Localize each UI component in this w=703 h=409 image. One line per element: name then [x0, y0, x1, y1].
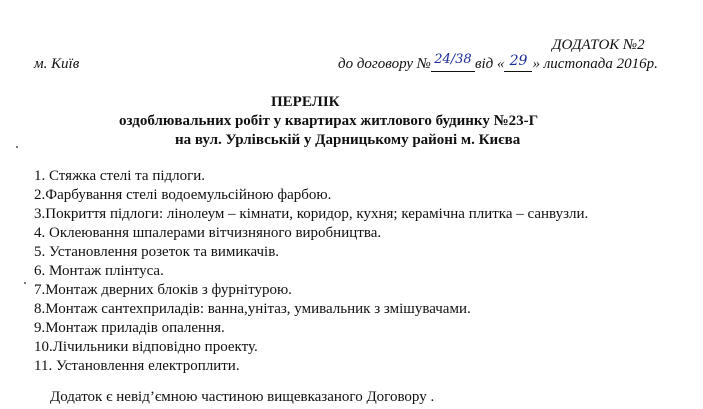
scan-speck	[16, 146, 18, 148]
list-item: 1. Стяжка стелі та підлоги.	[34, 168, 206, 184]
list-item: 5. Установлення розеток та вимикачів.	[34, 244, 280, 260]
list-item: 2.Фарбування стелі водоемульсійною фарбою.	[34, 187, 332, 203]
list-item: 10.Лічильники відповідно проекту.	[34, 339, 258, 355]
list-item: 6. Монтаж плінтуса.	[34, 263, 164, 279]
contract-prefix: до договору №	[338, 56, 431, 72]
works-list	[34, 0, 694, 409]
month-year: » листопада 2016р.	[532, 56, 658, 72]
footer-note: Додаток є невід’ємною частиною вищевказаного Договору .	[50, 389, 435, 405]
list-item: 8.Монтаж сантехприладів: ванна,унітаз, умивальник з змішувачами.	[34, 301, 471, 317]
appendix-title: ДОДАТОК №2	[552, 37, 645, 53]
city-label: м. Київ	[34, 56, 80, 72]
list-item: 11. Установлення електроплити.	[34, 358, 240, 374]
scan-speck	[24, 282, 26, 284]
document-title: ПЕРЕЛІК	[271, 94, 340, 110]
contract-number: 24/38	[434, 52, 472, 67]
list-item: 4. Оклеювання шпалерами вітчизняного виробництва.	[34, 225, 382, 241]
title-subline-1: оздоблювальних робіт у квартирах житлового будинку №23-Г	[119, 113, 539, 129]
list-item: 7.Монтаж дверних блоків з фурнітурою.	[34, 282, 292, 298]
list-item: 3.Покриття підлоги: лінолеум – кімнати, коридор, кухня; керамічна плитка – санвузли.	[34, 206, 589, 222]
contract-day: 29	[509, 53, 528, 69]
date-from-label: від «	[474, 56, 505, 72]
title-subline-2: на вул. Урлівській у Дарницькому районі м. Києва	[175, 132, 521, 148]
list-item: 9.Монтаж приладів опалення.	[34, 320, 225, 336]
